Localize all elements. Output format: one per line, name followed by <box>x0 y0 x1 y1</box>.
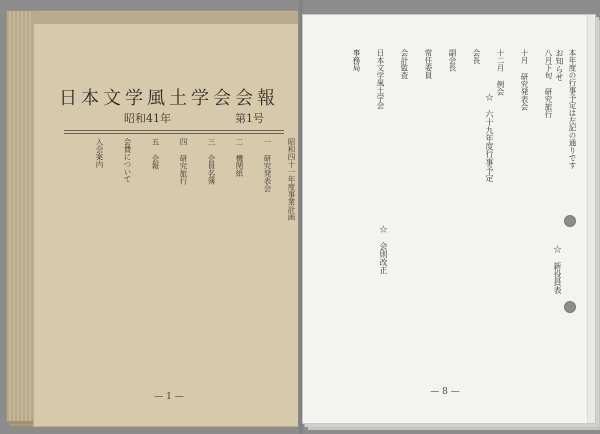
column-text: 常任委員 <box>424 49 433 79</box>
binder-hole <box>564 301 576 313</box>
right-booklet <box>302 14 596 424</box>
column-text: 会計監査 <box>400 49 409 79</box>
divider <box>64 130 284 131</box>
column-text: 事務局 <box>352 49 361 72</box>
column-text: 副会長 <box>448 49 457 72</box>
right-page <box>303 15 588 423</box>
era-label: 昭和41年 <box>124 112 171 125</box>
officers-heading: ☆ 新役員表 <box>553 245 562 294</box>
column-text: 二 機関紙 <box>235 138 244 177</box>
correction-heading: ☆ 会則改正 <box>379 225 388 274</box>
column-text: 会長 <box>472 49 481 64</box>
page-number: — 8 — <box>430 387 460 397</box>
column-text: 十二月 例会 <box>496 49 505 96</box>
divider <box>64 133 284 134</box>
column-text: 八月下旬 研究旅行 <box>544 49 553 118</box>
column-text: 十月 研究発表会 <box>520 49 529 111</box>
column-text: 五 会報 <box>151 138 160 170</box>
column-text: 日本文学風土学会 <box>376 49 385 109</box>
issue-line <box>124 110 264 126</box>
schedule-heading: ☆ 六十九年度行事予定 <box>485 93 494 182</box>
binder-hole <box>564 215 576 227</box>
column-text: 昭和四十一年度事業計画 <box>287 138 296 221</box>
page-number: — 1 — <box>154 392 184 402</box>
notice-heading: お知らせ <box>555 49 564 81</box>
left-page <box>33 23 305 427</box>
page-stack-edge <box>7 11 33 421</box>
column-text: 一 研究発表会 <box>263 138 272 192</box>
left-text-columns <box>64 138 296 388</box>
newsletter-title: 日本文学風土学会会報 <box>59 88 279 109</box>
binder-holes <box>565 215 595 315</box>
column-text: 会費について <box>123 138 132 183</box>
issue-label: 第1号 <box>235 112 264 125</box>
left-booklet <box>6 10 300 422</box>
right-text-columns <box>321 49 577 349</box>
column-text: 入会案内 <box>95 138 104 168</box>
column-text: 四 研究旅行 <box>179 138 188 185</box>
column-text: 三 会員名簿 <box>207 138 216 185</box>
column-text: 本年度の行事予定は左記の通りです <box>568 49 577 169</box>
